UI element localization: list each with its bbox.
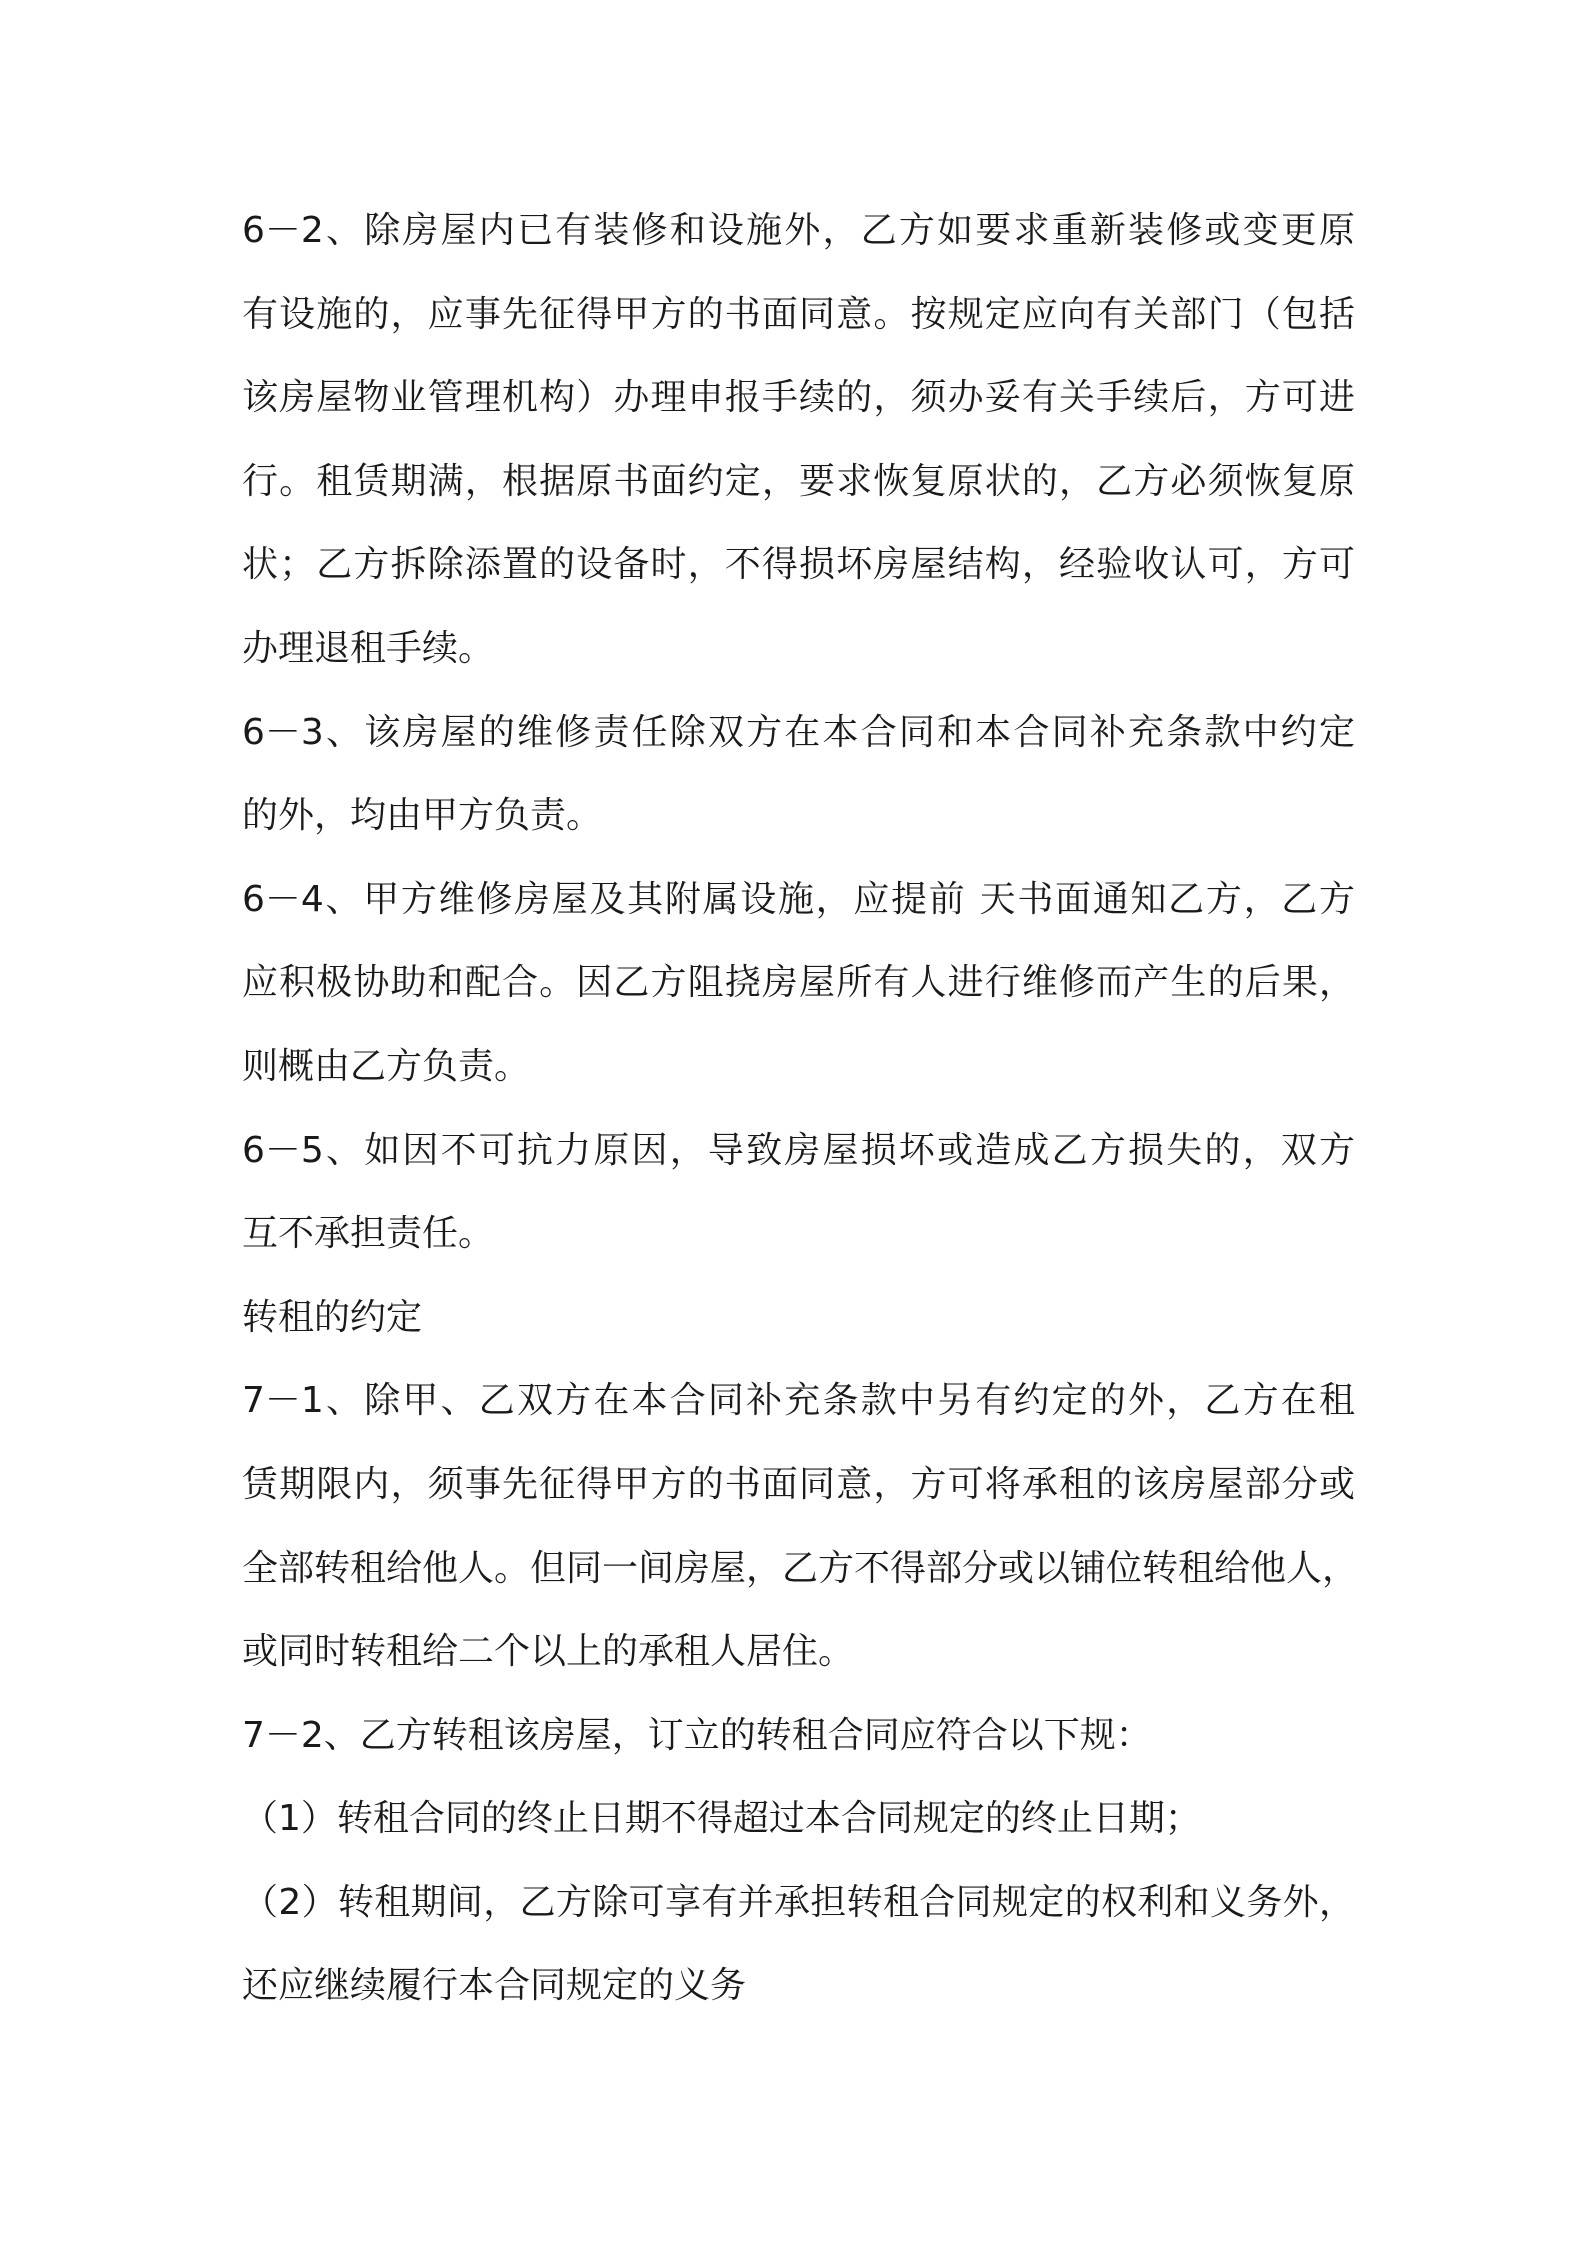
text-line: 办理退租手续。 <box>242 627 495 669</box>
clause-7-2-item-1 <box>242 1777 1355 1861</box>
text-line: 状；乙方拆除添置的设备时，不得损坏房屋结构，经验收认可，方可 <box>242 544 1355 586</box>
text-line: （1）转租合同的终止日期不得超过本合同规定的终止日期； <box>242 1798 1201 1840</box>
text-line: 的外，均由甲方负责。 <box>242 795 603 837</box>
section-heading-sublease <box>242 1276 1355 1360</box>
text-line: 7－1、除甲、乙双方在本合同补充条款中另有约定的外，乙方在租 <box>242 1380 1355 1422</box>
section-heading: 转租的约定 <box>242 1296 423 1338</box>
clause-7-2-item-2 <box>242 1861 1355 2028</box>
text-line: 则概由乙方负责。 <box>242 1045 531 1087</box>
text-line: 赁期限内，须事先征得甲方的书面同意，方可将承租的该房屋部分或 <box>242 1463 1355 1505</box>
text-line: 应积极协助和配合。因乙方阻挠房屋所有人进行维修而产生的后果， <box>242 962 1355 1004</box>
text-line: 6－3、该房屋的维修责任除双方在本合同和本合同补充条款中约定 <box>242 711 1355 753</box>
text-line: （2）转租期间，乙方除可享有并承担转租合同规定的权利和义务外， <box>242 1881 1355 1923</box>
clause-6-5 <box>242 1109 1355 1276</box>
text-line: 行。租赁期满，根据原书面约定，要求恢复原状的，乙方必须恢复原 <box>242 460 1355 502</box>
clause-7-1 <box>242 1359 1359 1693</box>
clause-6-3 <box>242 691 1355 858</box>
clause-6-2 <box>242 189 1355 691</box>
text-line: 7－2、乙方转租该房屋，订立的转租合同应符合以下规： <box>242 1714 1152 1756</box>
text-line: 全部转租给他人。但同一间房屋，乙方不得部分或以铺位转租给他人， <box>242 1547 1359 1589</box>
text-line: 6－5、如因不可抗力原因，导致房屋损坏或造成乙方损失的，双方 <box>242 1129 1355 1171</box>
clause-6-4 <box>242 858 1355 1109</box>
text-line: 还应继续履行本合同规定的义务 <box>242 1965 747 2007</box>
text-line: 6－2、除房屋内已有装修和设施外，乙方如要求重新装修或变更原 <box>242 210 1355 251</box>
text-line: 该房屋物业管理机构）办理申报手续的，须办妥有关手续后，方可进 <box>242 377 1355 419</box>
text-line: 或同时转租给二个以上的承租人居住。 <box>242 1631 855 1673</box>
text-line: 有设施的，应事先征得甲方的书面同意。按规定应向有关部门（包括 <box>242 293 1355 335</box>
text-line: 互不承担责任。 <box>242 1213 495 1255</box>
text-line: 6－4、甲方维修房屋及其附属设施，应提前 天书面通知乙方，乙方 <box>242 878 1355 920</box>
document-body <box>242 189 1359 2028</box>
clause-7-2 <box>242 1694 1355 1778</box>
